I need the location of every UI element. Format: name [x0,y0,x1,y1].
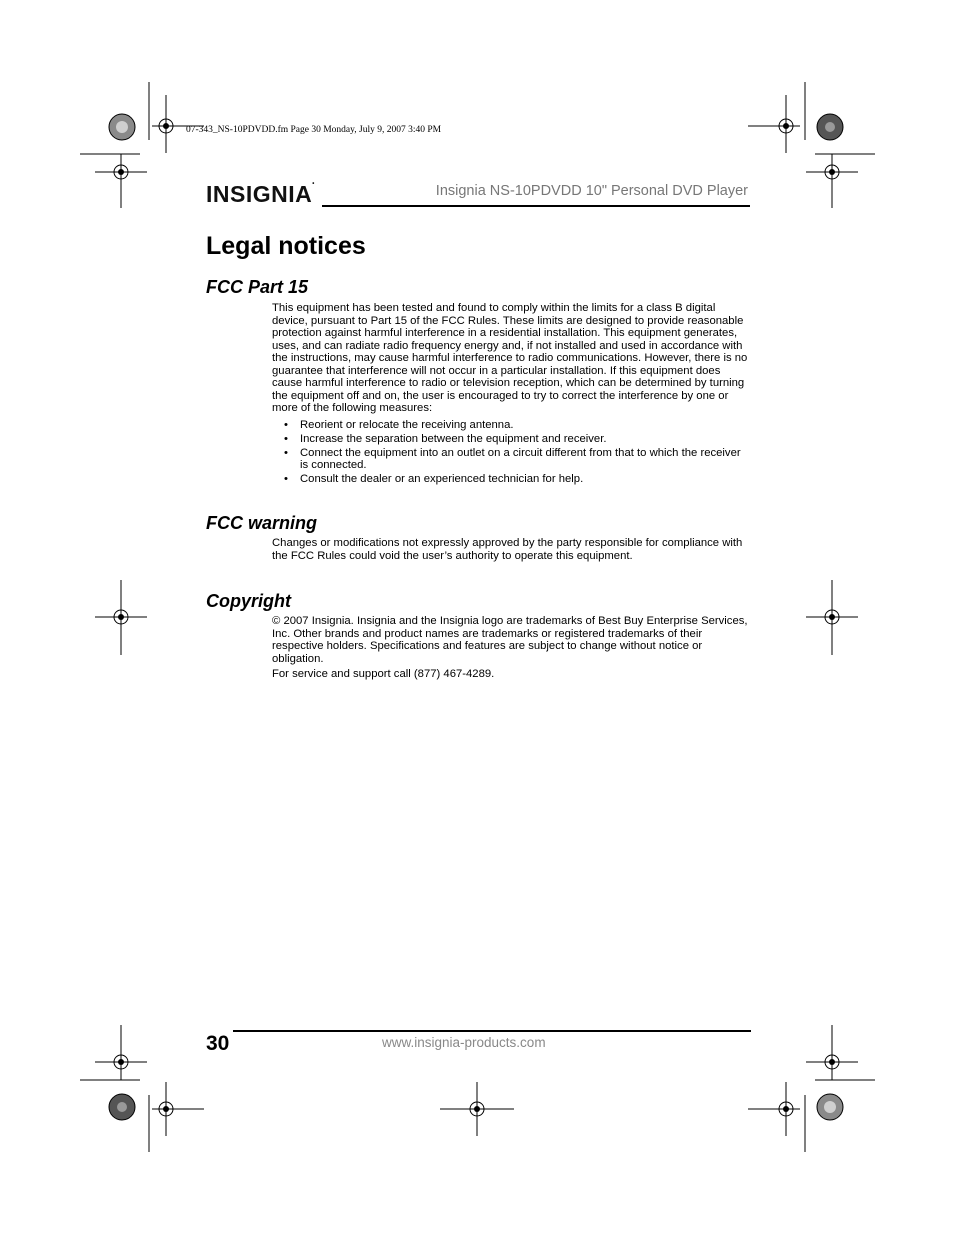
fcc-part-15-section [272,302,750,487]
insignia-logo: INSIGNIA• [206,181,315,207]
fcc-part-15-paragraph: This equipment has been tested and found to comply within the limits for a class B digital device, pursuant to Part 15 of the FCC Rules. These limits are designed to provide reasonable protection against harmful interference in a residential installation. This equipment generates, uses, and can radiate radio frequency energy and, if not installed and used in accordance with the instructions, may cause harmful interference to radio communications. However, there is no guarantee that interference will not occur in a particular installation. If this equipment does cause harmful interference to radio or television reception, which can be determined by turning the equipment off and on, the user is encouraged to try to correct the interference by one or more of the following measures: [272,302,748,414]
crosshair-icon [748,95,800,153]
page-number: 30 [206,1032,230,1055]
header-title: Insignia NS-10PDVDD 10" Personal DVD Player [435,183,748,199]
copyright-paragraph: © 2007 Insignia. Insignia and the Insignia logo are trademarks of Best Buy Enterprise Services, Inc. Other brands and product names are trademarks or registered trademarks of their respective holders. Specifications and features are subject to change without notice or obligation. [272,615,748,665]
heading-fcc-warning: FCC warning [206,513,317,533]
support-phone-text: For service and support call (877) 467-4289. [272,668,495,680]
fcc-measures-list [272,419,750,486]
crosshair-icon [748,1082,800,1136]
heading-copyright: Copyright [206,591,291,611]
crosshair-icon [152,95,204,153]
list-item: • Increase the separation between the equipment and receiver. [272,433,750,446]
crosshair-icon [152,1082,204,1136]
file-slug: 07-343_NS-10PDVDD.fm Page 30 Monday, July 9, 2007 3:40 PM [186,125,442,135]
star-target-icon [109,1094,135,1120]
star-target-icon [109,114,135,140]
list-item: • Connect the equipment into an outlet on a circuit different from that to which the receiver is connected. [272,447,750,472]
footer-url: www.insignia-products.com [382,1035,546,1050]
list-item: • Consult the dealer or an experienced technician for help. [272,473,750,486]
list-item: • Reorient or relocate the receiving antenna. [272,419,750,432]
star-target-icon [817,114,843,140]
fcc-warning-paragraph: Changes or modifications not expressly approved by the party responsible for compliance with the FCC Rules could void the user’s authority to operate this equipment. [272,537,743,562]
footer-rule [233,1030,751,1032]
header-rule [322,205,750,207]
star-target-icon [817,1094,843,1120]
page-title: Legal notices [206,232,366,260]
heading-fcc-part-15: FCC Part 15 [206,277,309,297]
